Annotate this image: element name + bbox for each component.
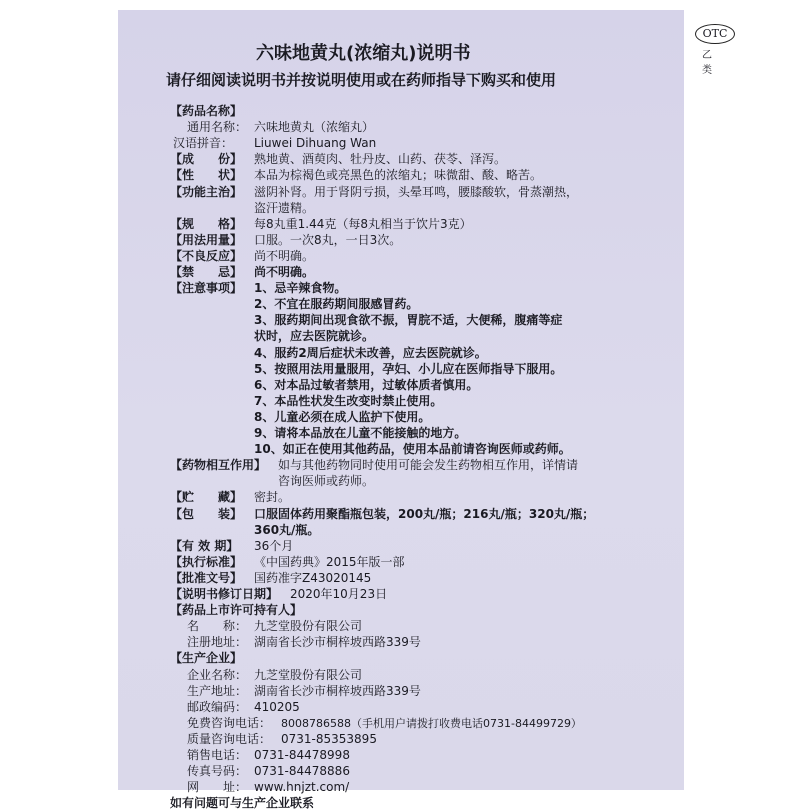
package-label: 【包 装】 (170, 506, 243, 521)
generic-name-value: 六味地黄丸（浓缩丸） (254, 120, 375, 135)
validity-value: 36个月 (254, 538, 294, 553)
appearance-value: 本品为棕褐色或亮黑色的浓缩丸；味微甜、酸、略苦。 (254, 168, 543, 183)
precaution-item: 3、服药期间出现食欲不振，胃脘不适，大便稀，腹痛等症 (254, 313, 563, 328)
precaution-item: 状时，应去医院就诊。 (254, 329, 375, 344)
otc-badge: OTC (695, 24, 735, 44)
specification-label: 【规 格】 (170, 216, 243, 231)
mah-name-value: 九芝堂股份有限公司 (254, 619, 363, 634)
composition-label: 【成 份】 (170, 152, 243, 167)
revision-value: 2020年10月23日 (290, 587, 388, 601)
mah-address-value: 湖南省长沙市桐梓坡西路339号 (254, 635, 421, 650)
storage-value: 密封。 (254, 490, 291, 505)
revision-label: 【说明书修订日期】 (170, 587, 279, 601)
manufacturer-row-label: 销售电话： (187, 748, 248, 762)
mah-heading: 【药品上市许可持有人】 (170, 603, 303, 618)
composition-value: 熟地黄、酒萸肉、牡丹皮、山药、茯苓、泽泻。 (254, 152, 507, 167)
manufacturer-row-label: 传真号码： (187, 764, 248, 779)
precaution-item: 9、请将本品放在儿童不能接触的地方。 (254, 426, 467, 440)
indications-label: 【功能主治】 (170, 184, 243, 199)
manufacturer-row-value: 湖南省长沙市桐梓坡西路339号 (254, 683, 421, 698)
precaution-item: 7、本品性状发生改变时禁止使用。 (254, 393, 443, 408)
mah-name-label: 名 称： (187, 619, 248, 634)
precaution-item: 1、忌辛辣食物。 (254, 281, 347, 296)
adverse-value: 尚不明确。 (254, 248, 315, 263)
contraindications-label: 【禁 忌】 (170, 265, 243, 279)
appearance-label: 【性 状】 (170, 168, 243, 183)
generic-name-label: 通用名称： (187, 120, 248, 135)
precaution-item: 8、儿童必须在成人监护下使用。 (254, 409, 431, 424)
mah-address-label: 注册地址： (187, 635, 248, 650)
indications-line-2: 盗汗遗精。 (254, 200, 315, 215)
storage-label: 【贮 藏】 (170, 490, 243, 505)
package-line-2: 360丸/瓶。 (254, 522, 320, 537)
precaution-item: 6、对本品过敏者禁用，过敏体质者慎用。 (254, 377, 479, 392)
manufacturer-row-label: 企业名称： (187, 667, 248, 682)
drug-name-heading: 【药品名称】 (170, 104, 243, 118)
otc-class: 乙类 (702, 50, 712, 76)
approval-value: 国药准字Z43020145 (254, 570, 372, 585)
manufacturer-row-label: 网 址： (187, 780, 248, 795)
pinyin-value: Liuwei Dihuang Wan (254, 136, 377, 151)
approval-label: 【批准文号】 (170, 570, 243, 585)
precaution-item: 5、按照用法用量服用，孕妇、小儿应在医师指导下服用。 (254, 361, 563, 376)
manufacturer-row-label: 免费咨询电话： (187, 715, 272, 730)
manufacturer-row-value: 410205 (254, 699, 300, 714)
interactions-label: 【药物相互作用】 (170, 458, 267, 473)
adverse-label: 【不良反应】 (170, 248, 243, 263)
specification-value: 每8丸重1.44克（每8丸相当于饮片3克） (254, 216, 472, 231)
interactions-line-2: 咨询医师或药师。 (278, 474, 375, 489)
manufacturer-heading: 【生产企业】 (170, 651, 243, 666)
manufacturer-row-value: 九芝堂股份有限公司 (254, 667, 363, 682)
contraindications-value: 尚不明确。 (254, 265, 315, 279)
precaution-item: 4、服药2周后症状未改善，应去医院就诊。 (254, 345, 487, 360)
manufacturer-row-value[interactable]: www.hnjzt.com/ (254, 780, 350, 795)
manufacturer-row-value: 0731-85353895 (281, 731, 377, 746)
contact-footer: 如有问题可与生产企业联系 (170, 796, 315, 811)
validity-label: 【有 效 期】 (170, 538, 239, 553)
dosage-value: 口服。一次8丸，一日3次。 (254, 232, 402, 247)
dosage-label: 【用法用量】 (170, 232, 243, 247)
manufacturer-row-label: 生产地址： (187, 683, 248, 698)
indications-line-1: 滋阴补肾。用于肾阴亏损，头晕耳鸣，腰膝酸软，骨蒸潮热， (254, 184, 579, 199)
manufacturer-row-value: 8008786588（手机用户请拨打收费电话0731-84499729） (281, 716, 582, 730)
standard-value: 《中国药典》2015年版一部 (254, 554, 405, 569)
manufacturer-row-label: 邮政编码： (187, 699, 248, 714)
manufacturer-row-value: 0731-84478998 (254, 748, 350, 762)
standard-label: 【执行标准】 (170, 554, 243, 569)
usage-warning: 请仔细阅读说明书并按说明使用或在药师指导下购买和使用 (166, 71, 557, 89)
precaution-item: 2、不宜在服药期间服感冒药。 (254, 297, 419, 312)
precaution-item: 10、如正在使用其他药品，使用本品前请咨询医师或药师。 (254, 442, 571, 457)
manufacturer-row-label: 质量咨询电话： (187, 731, 272, 746)
pinyin-label: 汉语拼音： (173, 136, 234, 151)
package-line-1: 口服固体药用聚酯瓶包装，200丸/瓶；216丸/瓶；320丸/瓶； (254, 506, 595, 521)
document-title: 六味地黄丸(浓缩丸)说明书 (256, 43, 471, 64)
manufacturer-row-value: 0731-84478886 (254, 764, 350, 779)
interactions-line-1: 如与其他药物同时使用可能会发生药物相互作用，详情请 (278, 458, 579, 473)
precautions-label: 【注意事项】 (170, 281, 243, 296)
